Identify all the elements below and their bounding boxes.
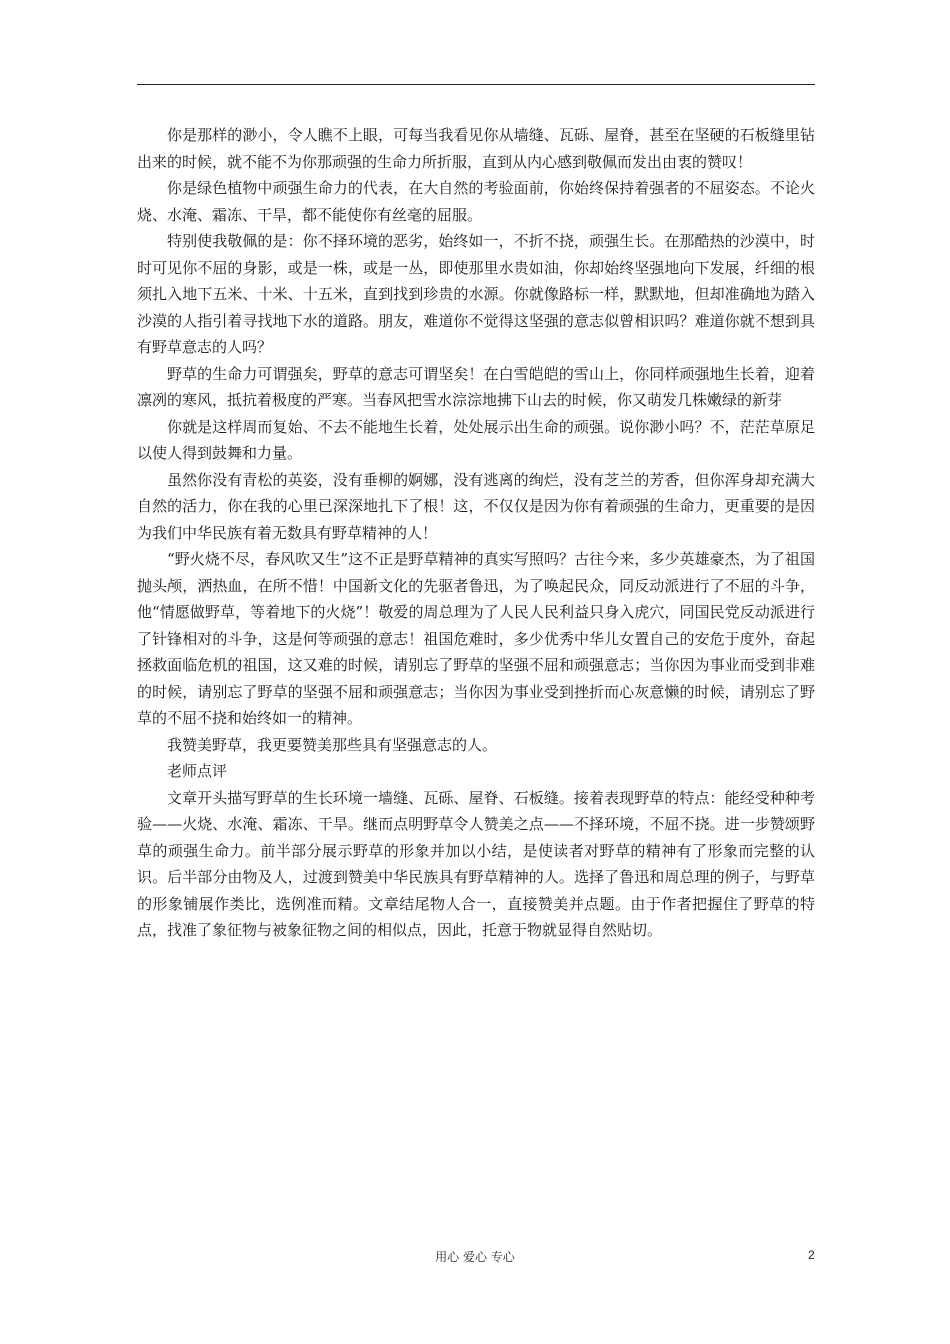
paragraph: 野草的生命力可谓强矣，野草的意志可谓坚矣！在白雪皑皑的雪山上，你同样顽强地生长着，迎着凛冽的寒风，抵抗着极度的严寒。当春风把雪水淙淙地拂下山去的时候，你又萌发几株嫩绿的新芽 [137, 364, 815, 409]
paragraph: 你是那样的渺小，令人瞧不上眼，可每当我看见你从墙缝、瓦砾、屋脊，甚至在坚硬的石板缝里钻出来的时候，就不能不为你那顽强的生命力所折服，直到从内心感到敬佩而发出由衷的赞叹！ [137, 126, 815, 171]
paragraph: “野火烧不尽，春风吹又生”这不正是野草精神的真实写照吗？古往今来，多少英雄豪杰，为了祖国抛头颅，洒热血，在所不惜！中国新文化的先驱者鲁迅，为了唤起民众，同反动派进行了不屈的斗争，他“情愿做野草，等着地下的火烧”！敬爱的周总理为了人民人民利益只身入虎穴，同国民党反动派进行了针锋相对的斗争，这是何等顽强的意志！祖国危难时，多少优秀中华儿女置自己的安危于度外，奋起拯救面临危机的祖国，这又难的时候，请别忘了野草的坚强不屈和顽强意志；当你因为事业而受到非难的时候，请别忘了野草的坚强不屈和顽强意志；当你因为事业受到挫折而心灰意懒的时候，请别忘了野草的不屈不挠和始终如一的精神。 [137, 550, 815, 727]
paragraph: 特别使我敬佩的是：你不择环境的恶劣，始终如一，不折不挠，顽强生长。在那酷热的沙漠中，时时可见你不屈的身影，或是一株，或是一丛，即使那里水贵如油，你却始终坚强地向下发展，纤细的根须扎入地下五米、十米、十五米，直到找到珍贵的水源。你就像路标一样，默默地，但却准确地为踏入沙漠的人指引着寻找地下水的道路。朋友，难道你不觉得这坚强的意志似曾相识吗？难道你就不想到具有野草意志的人吗？ [137, 232, 815, 356]
paragraph: 我赞美野草，我更要赞美那些具有坚强意志的人。 [167, 735, 498, 754]
paragraph: 你就是这样周而复始、不去不能地生长着，处处展示出生命的顽强。说你渺小吗？不，茫茫草原足以使人得到鼓舞和力量。 [137, 417, 815, 462]
teacher-comment-heading: 老师点评 [167, 762, 228, 780]
page-number: 2 [808, 1248, 815, 1262]
article-body [137, 122, 815, 944]
footer-slogan: 用心 爱心 专心 [435, 1250, 515, 1264]
header-rule [137, 84, 815, 85]
paragraph: 你是绿色植物中顽强生命力的代表，在大自然的考验面前，你始终保持着强者的不屈姿态。不论火烧、水淹、霜冻、干旱，都不能使你有丝毫的屈服。 [137, 179, 815, 224]
paragraph: 虽然你没有青松的英姿，没有垂柳的婀娜，没有逃离的绚烂，没有芝兰的芳香，但你浑身却充满大自然的活力，你在我的心里已深深地扎下了根！这，不仅仅是因为你有着顽强的生命力，更重要的是因为我们中华民族有着无数具有野草精神的人！ [137, 470, 815, 542]
teacher-comment: 文章开头描写野草的生长环境一墙缝、瓦砾、屋脊、石板缝。接着表现野草的特点：能经受种种考验——火烧、水淹、霜冻、干旱。继而点明野草令人赞美之点——不择环境，不屈不挠。进一步赞颂野草的顽强生命力。前半部分展示野草的形象并加以小结，是使读者对野草的精神有了形象而完整的认识。后半部分由物及人，过渡到赞美中华民族具有野草精神的人。选择了鲁迅和周总理的例子，与野草的形象铺展作类比，选例准而精。文章结尾物人合一，直接赞美并点题。由于作者把握住了野草的特点，找准了象征物与被象征物之间的相似点，因此，托意于物就显得自然贴切。 [137, 788, 815, 939]
